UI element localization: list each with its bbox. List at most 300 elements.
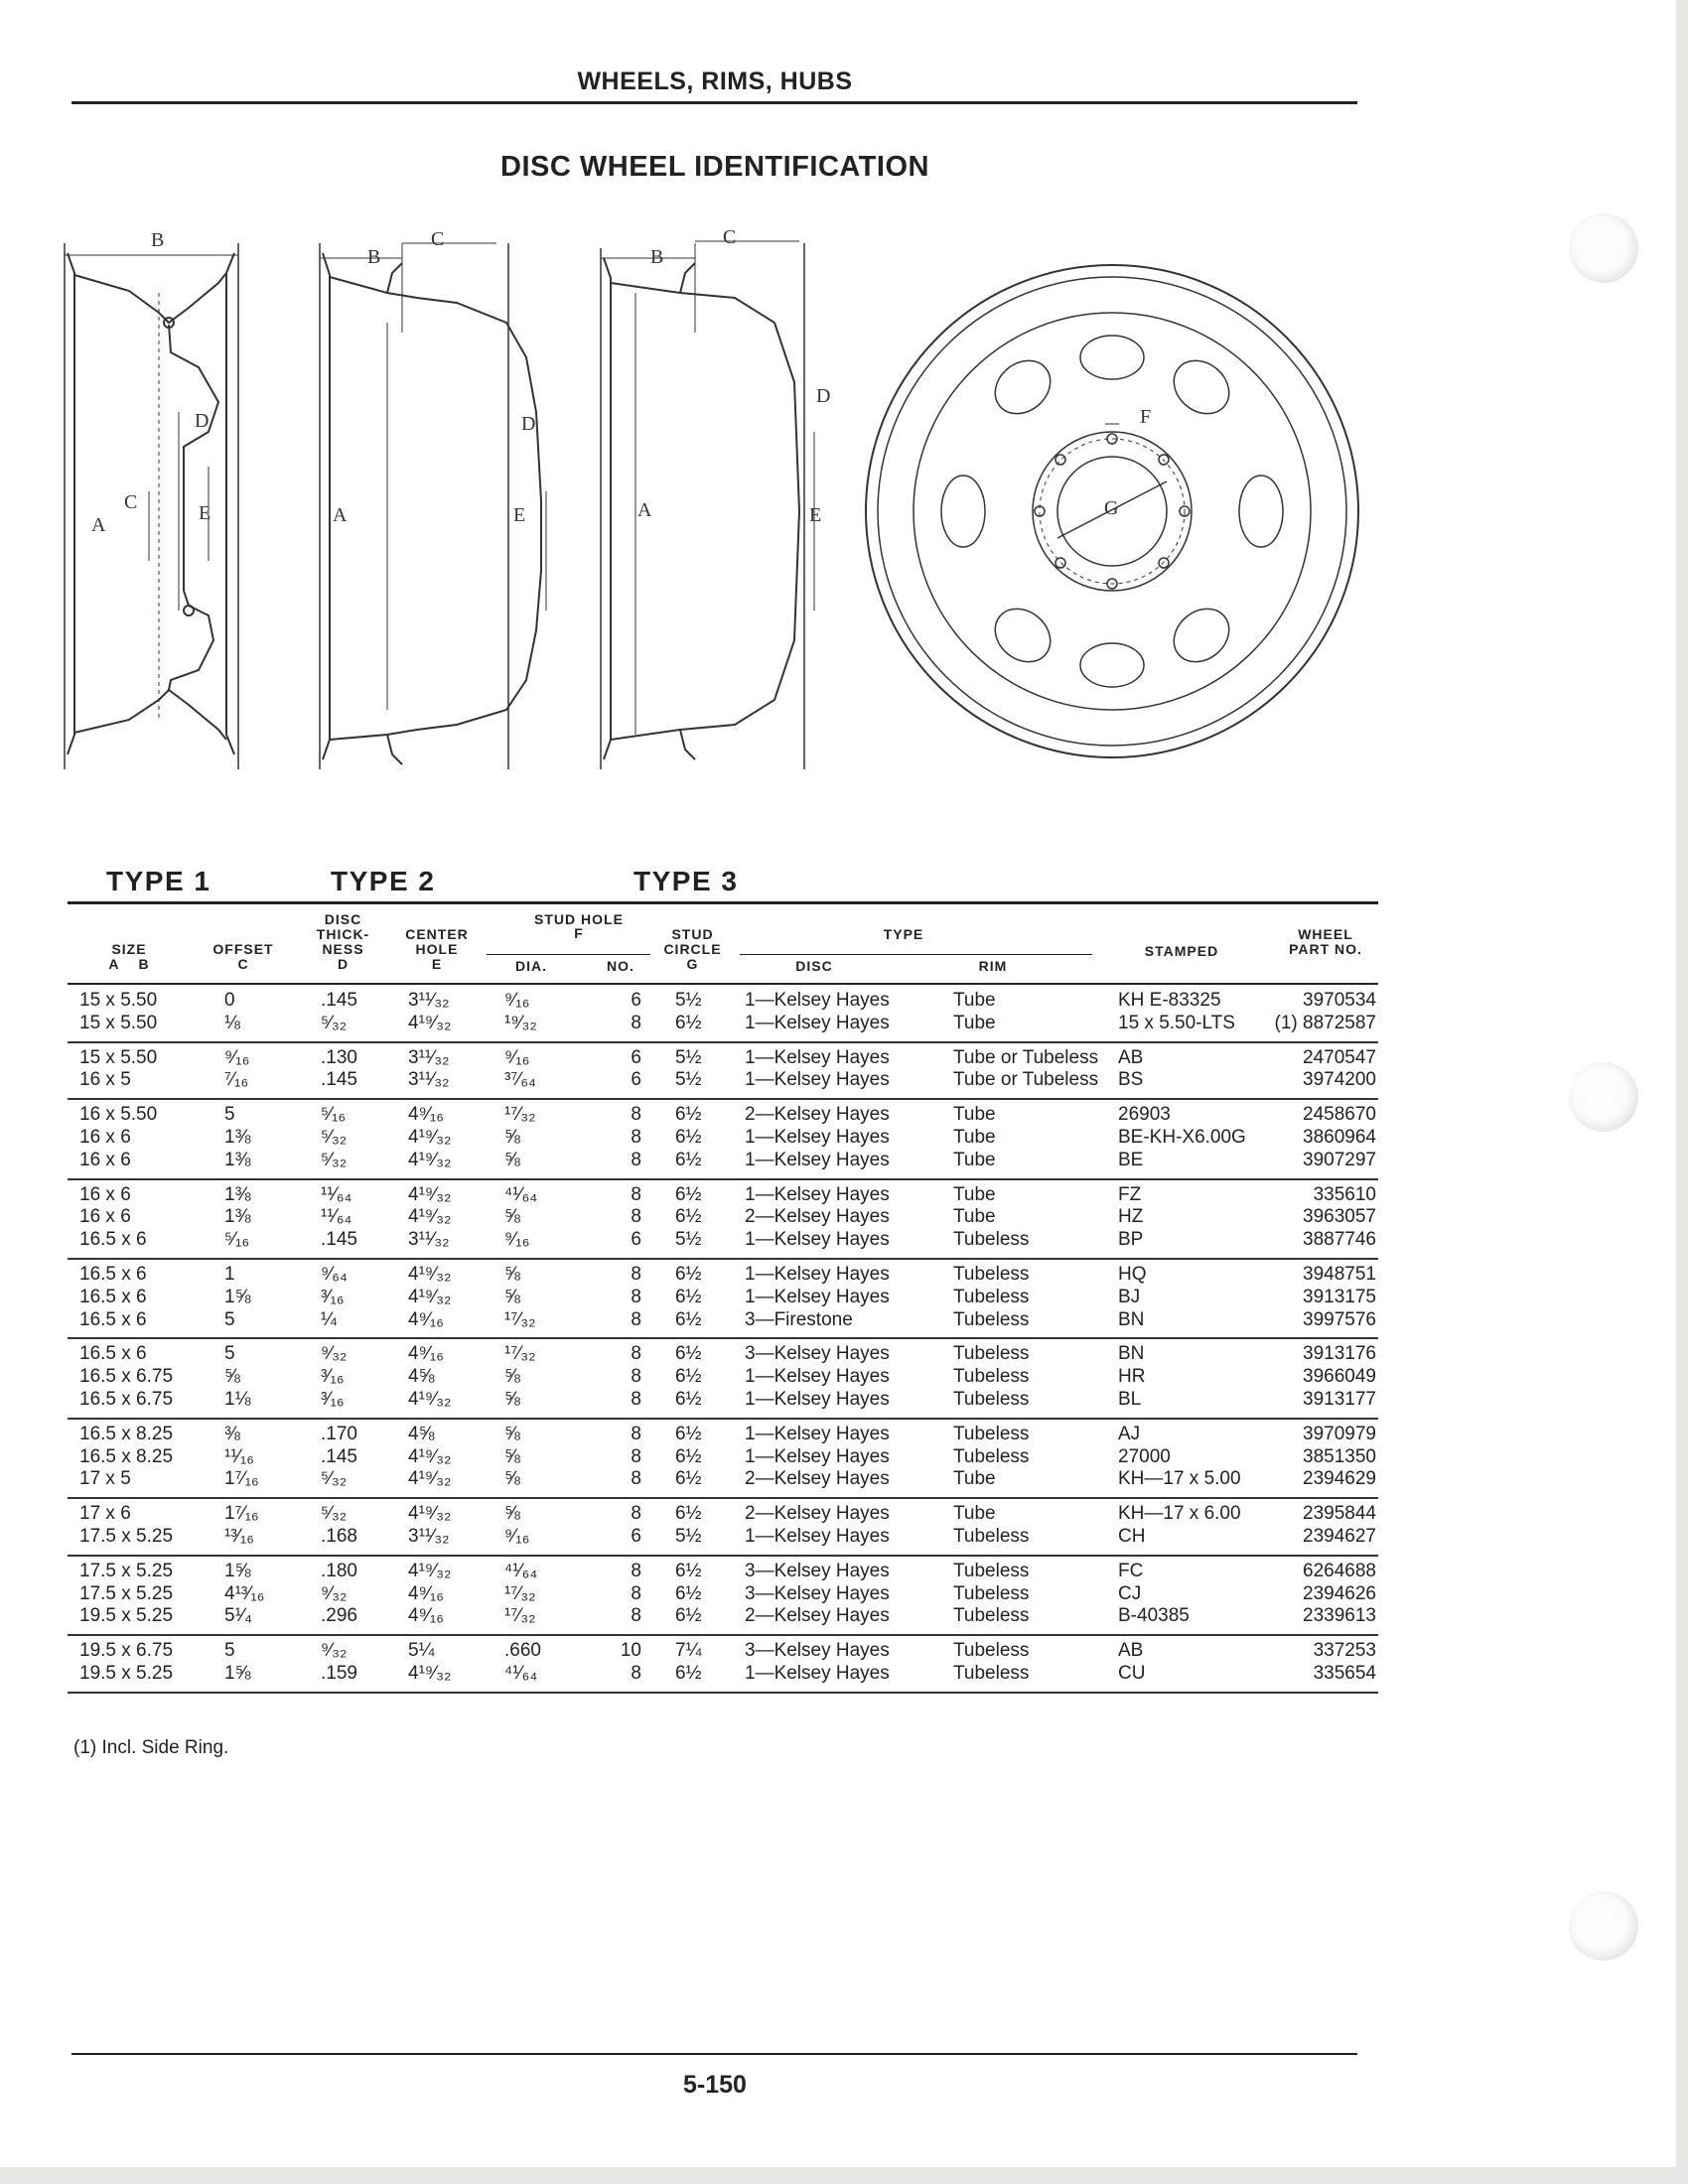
cell-center-hole: 4¹⁹⁄₃₂ xyxy=(408,1388,452,1410)
cell-disc-type: 1—Kelsey Hayes xyxy=(745,1149,890,1170)
dim-label-e: E xyxy=(199,502,211,524)
cell-center-hole: 4⁹⁄₁₆ xyxy=(408,1605,444,1627)
cell-stud-dia: ¹⁷⁄₃₂ xyxy=(504,1582,536,1604)
type2-label: TYPE 2 xyxy=(331,866,436,896)
cell-stud-no: 8 xyxy=(631,1445,641,1467)
cell-stud-dia: ⁹⁄₁₆ xyxy=(504,1046,530,1068)
cell-stud-circle: 6½ xyxy=(675,1149,702,1170)
cell-disc-type: 2—Kelsey Hayes xyxy=(745,1605,890,1627)
cell-center-hole: 5¼ xyxy=(408,1640,435,1662)
cell-stamped: BJ xyxy=(1118,1286,1141,1307)
cell-size: 17.5 x 5.25 xyxy=(79,1525,174,1547)
cell-stamped: BN xyxy=(1118,1308,1145,1330)
cell-disc-type: 1—Kelsey Hayes xyxy=(745,1423,890,1444)
cell-size: 19.5 x 6.75 xyxy=(79,1640,174,1662)
cell-size: 17 x 5 xyxy=(79,1468,131,1490)
cell-stud-dia: ¹⁷⁄₃₂ xyxy=(504,1104,536,1126)
type-rule xyxy=(740,954,1092,955)
table-row xyxy=(68,1229,1378,1252)
cell-part-no: 2339613 xyxy=(1303,1605,1376,1627)
cell-rim-type: Tubeless xyxy=(953,1662,1030,1684)
dim-label-f: F xyxy=(1140,406,1152,428)
cell-offset: 1⅜ xyxy=(224,1126,251,1148)
cell-disc-type: 1—Kelsey Hayes xyxy=(745,1445,890,1467)
cell-stud-dia: ⅝ xyxy=(504,1286,520,1307)
col-header-type: TYPE xyxy=(883,926,924,942)
cell-rim-type: Tubeless xyxy=(953,1605,1030,1627)
type1-label: TYPE 1 xyxy=(106,866,211,896)
col-header-center-hole: CENTER HOLE xyxy=(405,926,469,957)
page-number: 5-150 xyxy=(683,2071,747,2099)
table-row xyxy=(68,1206,1378,1229)
cell-stud-no: 8 xyxy=(631,1183,641,1205)
cell-part-no: 3970979 xyxy=(1303,1423,1376,1444)
cell-rim-type: Tube xyxy=(953,1183,996,1205)
binder-hole xyxy=(1569,1891,1638,1961)
cell-thickness: ⁹⁄₃₂ xyxy=(321,1343,348,1365)
cell-rim-type: Tubeless xyxy=(953,1640,1030,1662)
dim-label-c: C xyxy=(431,228,445,250)
cell-stud-circle: 5½ xyxy=(675,1069,702,1091)
cell-stud-no: 8 xyxy=(631,1605,641,1627)
cell-stud-dia: ⅝ xyxy=(504,1388,520,1410)
table-row-group xyxy=(68,1260,1378,1339)
cell-size: 16.5 x 6 xyxy=(79,1286,147,1307)
cell-center-hole: 3¹¹⁄₃₂ xyxy=(408,1229,450,1251)
table-row xyxy=(68,1150,1378,1172)
cell-part-no: 3887746 xyxy=(1303,1229,1376,1251)
cell-stamped: AJ xyxy=(1118,1423,1141,1444)
cell-offset: 1⅝ xyxy=(224,1560,251,1581)
col-header-size-sub: A B xyxy=(108,956,150,972)
table-row-group xyxy=(68,1636,1378,1694)
cell-stud-dia: ⁹⁄₁₆ xyxy=(504,1525,530,1547)
cell-disc-type: 1—Kelsey Hayes xyxy=(745,1263,890,1285)
cell-stamped: BS xyxy=(1118,1069,1144,1091)
table-row xyxy=(68,1424,1378,1446)
cell-disc-type: 3—Kelsey Hayes xyxy=(745,1560,890,1581)
cell-disc-type: 3—Kelsey Hayes xyxy=(745,1582,890,1604)
cell-center-hole: 4¹⁹⁄₃₂ xyxy=(408,1126,452,1148)
cell-stud-dia: ¹⁷⁄₃₂ xyxy=(504,1308,536,1330)
table-row-group xyxy=(68,1043,1378,1101)
cell-rim-type: Tube xyxy=(953,1149,996,1170)
cell-size: 17.5 x 5.25 xyxy=(79,1560,174,1581)
cell-center-hole: 4¹⁹⁄₃₂ xyxy=(408,1286,452,1307)
page-edge xyxy=(1676,0,1688,2184)
cell-rim-type: Tubeless xyxy=(953,1388,1030,1410)
cell-stud-no: 8 xyxy=(631,1582,641,1604)
table-row-group xyxy=(68,1499,1378,1557)
table-row xyxy=(68,1503,1378,1526)
type3-section-drawing xyxy=(601,241,814,769)
dim-label-d: D xyxy=(195,410,210,432)
cell-stamped: AB xyxy=(1118,1046,1144,1068)
cell-stud-no: 8 xyxy=(631,1503,641,1525)
table-row xyxy=(68,1663,1378,1686)
cell-offset: 5¹⁄₄ xyxy=(224,1605,252,1627)
cell-size: 16.5 x 6 xyxy=(79,1308,147,1330)
table-row xyxy=(68,1583,1378,1606)
cell-disc-type: 1—Kelsey Hayes xyxy=(745,1366,890,1388)
col-header-stamped: STAMPED xyxy=(1144,943,1219,959)
cell-stud-circle: 6½ xyxy=(675,1308,702,1330)
cell-stamped: BE-KH-X6.00G xyxy=(1118,1126,1246,1148)
cell-center-hole: 3¹¹⁄₃₂ xyxy=(408,1046,450,1068)
cell-part-no: 3913177 xyxy=(1303,1388,1376,1410)
table-row xyxy=(68,1526,1378,1549)
cell-thickness: ³⁄₁₆ xyxy=(321,1388,345,1410)
col-header-disc-thickness: DISC THICK- NESS xyxy=(316,911,370,957)
cell-size: 16 x 5.50 xyxy=(79,1104,158,1126)
cell-disc-type: 1—Kelsey Hayes xyxy=(745,1286,890,1307)
cell-center-hole: 4¹⁹⁄₃₂ xyxy=(408,1503,452,1525)
cell-center-hole: 4¹⁹⁄₃₂ xyxy=(408,1560,452,1581)
cell-stud-dia: ⅝ xyxy=(504,1149,520,1170)
cell-offset: ⁷⁄₁₆ xyxy=(224,1069,249,1091)
cell-stud-no: 8 xyxy=(631,1263,641,1285)
dim-label-b: B xyxy=(151,229,165,251)
cell-center-hole: 4¹⁹⁄₃₂ xyxy=(408,1662,452,1684)
binder-hole xyxy=(1569,1062,1638,1132)
cell-thickness: .180 xyxy=(321,1560,357,1581)
table-row xyxy=(68,1287,1378,1309)
wheel-diagram xyxy=(60,213,1370,789)
cell-size: 17 x 6 xyxy=(79,1503,131,1525)
col-header-stud-circle-sub: G xyxy=(686,956,699,972)
cell-disc-type: 1—Kelsey Hayes xyxy=(745,1126,890,1148)
col-header-center-hole-sub: E xyxy=(431,956,443,972)
col-header-stud-hole-sub: F xyxy=(574,925,584,941)
cell-part-no: 3860964 xyxy=(1303,1126,1376,1148)
cell-rim-type: Tubeless xyxy=(953,1286,1030,1307)
cell-thickness: ⁵⁄₃₂ xyxy=(321,1012,348,1033)
cell-offset: 1⅛ xyxy=(224,1388,251,1410)
cell-thickness: .145 xyxy=(321,1069,357,1091)
cell-stud-no: 6 xyxy=(631,1046,641,1068)
cell-stud-no: 8 xyxy=(631,1343,641,1365)
cell-stud-circle: 5½ xyxy=(675,1229,702,1251)
cell-center-hole: 4¹⁹⁄₃₂ xyxy=(408,1445,452,1467)
cell-stamped: KH E-83325 xyxy=(1118,990,1221,1011)
col-header-rim: RIM xyxy=(978,958,1008,974)
cell-stud-dia: ⅝ xyxy=(504,1126,520,1148)
cell-thickness: ³⁄₁₆ xyxy=(321,1366,345,1388)
cell-center-hole: 4⅝ xyxy=(408,1423,435,1444)
cell-offset: ⅝ xyxy=(224,1366,240,1388)
cell-size: 16.5 x 6.75 xyxy=(79,1366,174,1388)
cell-stud-dia: ⁹⁄₁₆ xyxy=(504,1229,530,1251)
cell-offset: 1 xyxy=(224,1263,235,1285)
cell-offset: ¹¹⁄₁₆ xyxy=(224,1445,254,1467)
cell-rim-type: Tubeless xyxy=(953,1343,1030,1365)
cell-offset: 1⅝ xyxy=(224,1662,251,1684)
cell-rim-type: Tubeless xyxy=(953,1229,1030,1251)
cell-stamped: B-40385 xyxy=(1118,1605,1190,1627)
cell-part-no: 6264688 xyxy=(1303,1560,1376,1581)
cell-center-hole: 4¹⁹⁄₃₂ xyxy=(408,1012,452,1033)
cell-offset: 1⁷⁄₁₆ xyxy=(224,1468,259,1490)
cell-stud-dia: ⁴¹⁄₆₄ xyxy=(504,1183,538,1205)
cell-size: 19.5 x 5.25 xyxy=(79,1662,174,1684)
cell-center-hole: 4⁹⁄₁₆ xyxy=(408,1308,444,1330)
cell-center-hole: 4⁹⁄₁₆ xyxy=(408,1104,444,1126)
table-row-group xyxy=(68,1557,1378,1636)
cell-stamped: FC xyxy=(1118,1560,1144,1581)
cell-disc-type: 1—Kelsey Hayes xyxy=(745,1069,890,1091)
cell-disc-type: 1—Kelsey Hayes xyxy=(745,1046,890,1068)
table-row xyxy=(68,990,1378,1013)
cell-rim-type: Tubeless xyxy=(953,1366,1030,1388)
cell-part-no: 3913175 xyxy=(1303,1286,1376,1307)
header-rule xyxy=(71,101,1357,104)
cell-stud-circle: 6½ xyxy=(675,1423,702,1444)
cell-thickness: .159 xyxy=(321,1662,357,1684)
cell-thickness: ⁹⁄₆₄ xyxy=(321,1263,348,1285)
cell-offset: ⁵⁄₁₆ xyxy=(224,1229,250,1251)
cell-stud-dia: ⁴¹⁄₆₄ xyxy=(504,1560,538,1581)
cell-size: 16.5 x 6 xyxy=(79,1263,147,1285)
cell-part-no: 3913176 xyxy=(1303,1343,1376,1365)
cell-thickness: ¹¹⁄₆₄ xyxy=(321,1183,352,1205)
cell-disc-type: 1—Kelsey Hayes xyxy=(745,1388,890,1410)
cell-rim-type: Tubeless xyxy=(953,1308,1030,1330)
cell-stud-circle: 6½ xyxy=(675,1366,702,1388)
binder-hole xyxy=(1569,213,1638,283)
cell-stud-circle: 5½ xyxy=(675,1046,702,1068)
cell-stud-circle: 6½ xyxy=(675,1605,702,1627)
dim-label-c: C xyxy=(124,491,138,513)
table-row xyxy=(68,1389,1378,1412)
footnote: (1) Incl. Side Ring. xyxy=(73,1737,229,1758)
table-row-group xyxy=(68,986,1378,1043)
cell-stud-no: 8 xyxy=(631,1104,641,1126)
cell-stud-dia: ⅝ xyxy=(504,1206,520,1228)
cell-stud-circle: 6½ xyxy=(675,1445,702,1467)
cell-disc-type: 1—Kelsey Hayes xyxy=(745,990,890,1011)
cell-stud-no: 8 xyxy=(631,1423,641,1444)
cell-thickness: ⁵⁄₃₂ xyxy=(321,1126,348,1148)
cell-center-hole: 3¹¹⁄₃₂ xyxy=(408,1069,450,1091)
dim-label-d: D xyxy=(816,385,831,407)
col-header-stud-circle: STUD CIRCLE xyxy=(663,926,722,957)
cell-disc-type: 2—Kelsey Hayes xyxy=(745,1206,890,1228)
cell-offset: 1⅜ xyxy=(224,1206,251,1228)
cell-stud-dia: .660 xyxy=(504,1640,541,1662)
cell-stud-dia: ¹⁷⁄₃₂ xyxy=(504,1343,536,1365)
cell-size: 17.5 x 5.25 xyxy=(79,1582,174,1604)
cell-stamped: HR xyxy=(1118,1366,1146,1388)
cell-size: 16 x 6 xyxy=(79,1183,131,1205)
dim-label-g: G xyxy=(1104,497,1119,519)
cell-thickness: ⁵⁄₃₂ xyxy=(321,1149,348,1170)
cell-part-no: 2470547 xyxy=(1303,1046,1376,1068)
cell-stamped: HQ xyxy=(1118,1263,1147,1285)
col-header-wheel-part: WHEEL PART NO. xyxy=(1289,926,1362,957)
cell-stamped: AB xyxy=(1118,1640,1144,1662)
cell-rim-type: Tube xyxy=(953,1104,996,1126)
cell-stud-circle: 6½ xyxy=(675,1206,702,1228)
table-row xyxy=(68,1104,1378,1127)
cell-stud-circle: 6½ xyxy=(675,1286,702,1307)
type1-section-drawing xyxy=(65,243,238,769)
cell-disc-type: 1—Kelsey Hayes xyxy=(745,1183,890,1205)
section-title: DISC WHEEL IDENTIFICATION xyxy=(500,151,929,183)
cell-thickness: ⁹⁄₃₂ xyxy=(321,1640,348,1662)
cell-stud-circle: 6½ xyxy=(675,1104,702,1126)
cell-stud-no: 6 xyxy=(631,990,641,1011)
cell-offset: 5 xyxy=(224,1343,235,1365)
col-header-size: SIZE xyxy=(111,941,147,957)
cell-thickness: .145 xyxy=(321,1445,357,1467)
cell-disc-type: 1—Kelsey Hayes xyxy=(745,1662,890,1684)
cell-stamped: BE xyxy=(1118,1149,1144,1170)
cell-rim-type: Tubeless xyxy=(953,1582,1030,1604)
cell-part-no: 2458670 xyxy=(1303,1104,1376,1126)
cell-size: 16 x 6 xyxy=(79,1149,131,1170)
cell-thickness: ¼ xyxy=(321,1308,337,1330)
cell-stud-dia: ³⁷⁄₆₄ xyxy=(504,1069,536,1091)
cell-size: 16 x 6 xyxy=(79,1206,131,1228)
cell-rim-type: Tube xyxy=(953,990,996,1011)
col-header-no: NO. xyxy=(607,958,634,974)
cell-offset: ⅜ xyxy=(224,1423,240,1444)
cell-thickness: ⁵⁄₁₆ xyxy=(321,1104,347,1126)
cell-offset: 0 xyxy=(224,990,235,1011)
cell-disc-type: 3—Kelsey Hayes xyxy=(745,1640,890,1662)
cell-part-no: 2394626 xyxy=(1303,1582,1376,1604)
cell-disc-type: 1—Kelsey Hayes xyxy=(745,1012,890,1033)
cell-offset: 1⅝ xyxy=(224,1286,251,1307)
dim-label-a: A xyxy=(333,504,348,526)
cell-stud-circle: 6½ xyxy=(675,1503,702,1525)
table-row-group xyxy=(68,1180,1378,1260)
cell-stamped: HZ xyxy=(1118,1206,1144,1228)
table-row xyxy=(68,1069,1378,1092)
cell-stamped: KH—17 x 5.00 xyxy=(1118,1468,1241,1490)
cell-stud-dia: ⁹⁄₁₆ xyxy=(504,990,530,1011)
cell-stud-dia: ¹⁹⁄₃₂ xyxy=(504,1012,537,1033)
cell-stud-no: 8 xyxy=(631,1286,641,1307)
cell-stamped: 27000 xyxy=(1118,1445,1171,1467)
cell-rim-type: Tube xyxy=(953,1126,996,1148)
cell-stud-dia: ⅝ xyxy=(504,1423,520,1444)
cell-thickness: .168 xyxy=(321,1525,357,1547)
cell-stud-no: 8 xyxy=(631,1662,641,1684)
cell-part-no: 3997576 xyxy=(1303,1308,1376,1330)
cell-size: 16 x 5 xyxy=(79,1069,131,1091)
cell-thickness: .130 xyxy=(321,1046,357,1068)
cell-part-no: 2395844 xyxy=(1303,1503,1376,1525)
cell-offset: 5 xyxy=(224,1308,235,1330)
footer-rule xyxy=(71,2053,1357,2055)
type3-label: TYPE 3 xyxy=(633,866,739,896)
cell-thickness: .145 xyxy=(321,990,357,1011)
cell-offset: 5 xyxy=(224,1104,235,1126)
cell-stud-dia: ⁴¹⁄₆₄ xyxy=(504,1662,538,1684)
page-header-title: WHEELS, RIMS, HUBS xyxy=(577,68,853,95)
type2-section-drawing xyxy=(320,243,546,769)
cell-thickness: ¹¹⁄₆₄ xyxy=(321,1206,352,1228)
cell-stud-no: 8 xyxy=(631,1149,641,1170)
cell-part-no: 335654 xyxy=(1313,1662,1376,1684)
table-row xyxy=(68,1264,1378,1287)
cell-stamped: CH xyxy=(1118,1525,1146,1547)
col-header-dia: DIA. xyxy=(515,958,547,974)
cell-stud-circle: 6½ xyxy=(675,1582,702,1604)
cell-thickness: ⁹⁄₃₂ xyxy=(321,1582,348,1604)
cell-stamped: KH—17 x 6.00 xyxy=(1118,1503,1241,1525)
table-row xyxy=(68,1047,1378,1070)
cell-stud-dia: ⅝ xyxy=(504,1468,520,1490)
cell-center-hole: 4⁹⁄₁₆ xyxy=(408,1343,444,1365)
cell-stamped: BP xyxy=(1118,1229,1144,1251)
cell-rim-type: Tube xyxy=(953,1206,996,1228)
cell-part-no: 3907297 xyxy=(1303,1149,1376,1170)
cell-stamped: BL xyxy=(1118,1388,1142,1410)
cell-stud-circle: 6½ xyxy=(675,1263,702,1285)
cell-stud-no: 8 xyxy=(631,1468,641,1490)
cell-disc-type: 3—Firestone xyxy=(745,1308,853,1330)
cell-thickness: ³⁄₁₆ xyxy=(321,1286,345,1307)
cell-size: 19.5 x 5.25 xyxy=(79,1605,174,1627)
cell-center-hole: 4¹⁹⁄₃₂ xyxy=(408,1263,452,1285)
cell-disc-type: 2—Kelsey Hayes xyxy=(745,1468,890,1490)
cell-stud-circle: 6½ xyxy=(675,1662,702,1684)
cell-thickness: ⁵⁄₃₂ xyxy=(321,1503,348,1525)
cell-stud-circle: 6½ xyxy=(675,1560,702,1581)
cell-part-no: 3963057 xyxy=(1303,1206,1376,1228)
table-row xyxy=(68,1309,1378,1332)
cell-stud-no: 6 xyxy=(631,1229,641,1251)
dim-label-b: B xyxy=(650,246,664,268)
col-header-offset-sub: C xyxy=(237,956,249,972)
wheel-table xyxy=(68,986,1378,1694)
cell-size: 16.5 x 6 xyxy=(79,1343,147,1365)
cell-rim-type: Tube xyxy=(953,1468,996,1490)
cell-center-hole: 4⅝ xyxy=(408,1366,435,1388)
cell-center-hole: 4⁹⁄₁₆ xyxy=(408,1582,444,1604)
cell-size: 16.5 x 6 xyxy=(79,1229,147,1251)
table-row xyxy=(68,1366,1378,1389)
cell-offset: 1⅜ xyxy=(224,1149,251,1170)
cell-stud-dia: ¹⁷⁄₃₂ xyxy=(504,1605,536,1627)
cell-rim-type: Tubeless xyxy=(953,1423,1030,1444)
table-row xyxy=(68,1013,1378,1035)
cell-stud-no: 8 xyxy=(631,1308,641,1330)
cell-stud-circle: 7¼ xyxy=(675,1640,702,1662)
cell-size: 15 x 5.50 xyxy=(79,1012,158,1033)
cell-rim-type: Tubeless xyxy=(953,1445,1030,1467)
dim-label-a: A xyxy=(637,499,652,521)
cell-offset: ⁹⁄₁₆ xyxy=(224,1046,250,1068)
table-row xyxy=(68,1343,1378,1366)
cell-stud-circle: 6½ xyxy=(675,1126,702,1148)
cell-stamped: 15 x 5.50-LTS xyxy=(1118,1012,1235,1033)
cell-offset: 4¹³⁄₁₆ xyxy=(224,1582,265,1604)
cell-stud-circle: 6½ xyxy=(675,1388,702,1410)
cell-size: 16 x 6 xyxy=(79,1126,131,1148)
cell-thickness: ⁵⁄₃₂ xyxy=(321,1468,348,1490)
cell-rim-type: Tube or Tubeless xyxy=(953,1069,1099,1091)
table-row xyxy=(68,1561,1378,1583)
cell-offset: ¹³⁄₁₆ xyxy=(224,1525,254,1547)
cell-size: 15 x 5.50 xyxy=(79,990,158,1011)
cell-part-no: 3970534 xyxy=(1303,990,1376,1011)
cell-stamped: 26903 xyxy=(1118,1104,1171,1126)
cell-rim-type: Tube xyxy=(953,1503,996,1525)
cell-part-no: 3966049 xyxy=(1303,1366,1376,1388)
